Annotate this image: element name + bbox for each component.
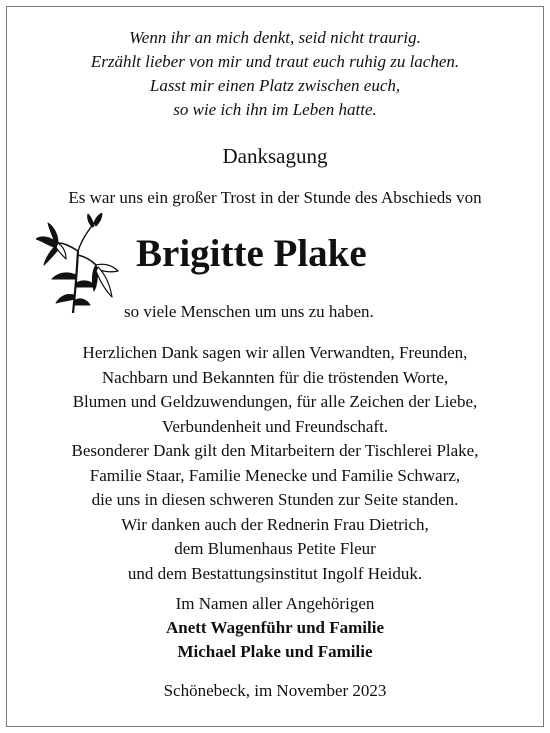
poem-line: Lasst mir einen Platz zwischen euch, bbox=[149, 76, 401, 95]
thanks-line: Nachbarn und Bekannten für die tröstenden Worte, bbox=[101, 367, 449, 387]
notice-heading: Danksagung bbox=[222, 144, 328, 168]
thanks-line: Herzlichen Dank sagen wir allen Verwandten, Freunden, bbox=[82, 343, 468, 362]
poem-line: so wie ich ihn im Leben hatte. bbox=[173, 100, 377, 119]
thanks-paragraph bbox=[0, 341, 550, 586]
thanks-line: Besonderer Dank gilt den Mitarbeitern der Tischlerei Plake, bbox=[71, 441, 479, 460]
thanks-line: Wir danken auch der Rednerin Frau Dietrich, bbox=[121, 514, 429, 534]
poem-line: Wenn ihr an mich denkt, seid nicht traurig. bbox=[129, 28, 421, 47]
after-name-text: so viele Menschen um uns zu haben. bbox=[124, 302, 374, 321]
thanks-line: die uns in diesen schweren Stunden zur Seite standen. bbox=[91, 490, 459, 509]
closing-block bbox=[0, 592, 550, 664]
thanks-line: Blumen und Geldzuwendungen, für alle Zeichen der Liebe, bbox=[72, 392, 478, 411]
family-name: Anett Wagenführ und Familie bbox=[165, 618, 385, 637]
thanks-line: Verbundenheit und Freundschaft. bbox=[161, 416, 389, 436]
thanks-line: dem Blumenhaus Petite Fleur bbox=[174, 539, 376, 558]
place-date: Schönebeck, im November 2023 bbox=[163, 681, 387, 700]
family-name: Michael Plake und Familie bbox=[177, 642, 373, 661]
thanks-line: Familie Staar, Familie Menecke und Familie Schwarz, bbox=[89, 465, 461, 485]
closing-intro: Im Namen aller Angehörigen bbox=[175, 594, 375, 613]
poem-line: Erzählt lieber von mir und traut euch ruhig zu lachen. bbox=[90, 52, 460, 71]
thanks-line: und dem Bestattungsinstitut Ingolf Heiduk. bbox=[127, 563, 423, 583]
deceased-name: Brigitte Plake bbox=[136, 232, 367, 275]
lily-flower-icon bbox=[36, 213, 122, 315]
poem bbox=[0, 26, 550, 122]
intro-text: Es war uns ein großer Trost in der Stunde des Abschieds von bbox=[68, 188, 482, 207]
